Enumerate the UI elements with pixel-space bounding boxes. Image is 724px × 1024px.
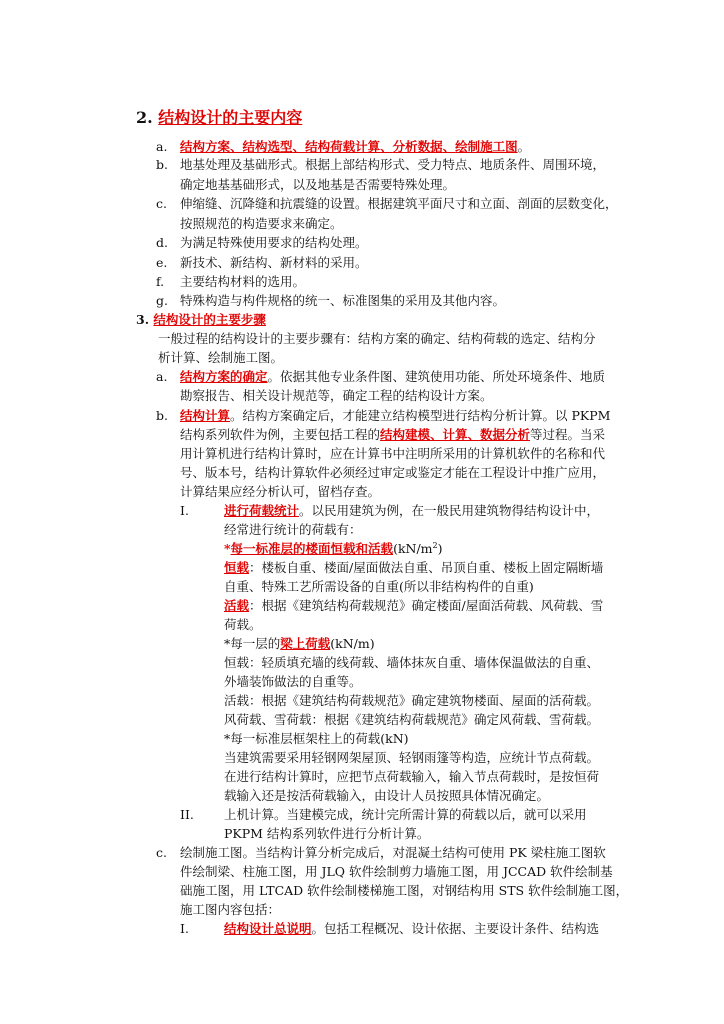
roman-marker: I.: [180, 921, 189, 936]
section-title: 结构设计的主要步骤: [153, 312, 266, 327]
list-marker: c.: [156, 196, 167, 211]
item-b-line1: 地基处理及基础形式。根据上部结构形式、受力特点、地质条件、周围环境，: [180, 157, 606, 172]
computation-line2: PKPM 结构系列软件进行分析计算。: [224, 826, 430, 841]
step-c-line4: 施工图内容包括：: [180, 902, 281, 917]
list-marker: g.: [156, 293, 168, 308]
section-2-heading: [136, 108, 302, 128]
step-b-line3: 用计算机进行结构计算时，应在计算书中注明所采用的计算机软件的名称和代: [180, 446, 606, 461]
list-marker: d.: [156, 235, 168, 250]
beam-dead-line1: 恒载：轻质填充墙的线荷载、墙体抹灰自重、墙体保温做法的自重、: [224, 655, 600, 670]
step-a-line2: 勘察报告、相关设计规范等，确定工程的结构设计方案。: [180, 388, 493, 403]
load-stat-line2: 经常进行统计的荷载有：: [224, 522, 362, 537]
column-load-line2: 在进行结构计算时，应把节点荷载输入，输入节点荷载时，是按恒荷: [224, 769, 600, 784]
item-a-text: 结构方案、结构选型、结构荷载计算、分析数据、绘制施工图。: [180, 139, 531, 154]
item-b-line2: 确定地基基础形式，以及地基是否需要特殊处理。: [180, 177, 456, 192]
roman-marker: II.: [180, 807, 194, 822]
section-title: 结构设计的主要内容: [158, 108, 303, 127]
live-load-line1: 活载：根据《建筑结构荷载规范》确定楼面/屋面活荷载、风荷载、雪: [224, 598, 604, 613]
section-3-intro-line2: 析计算、绘制施工图。: [158, 350, 284, 365]
item-g-text: 特殊构造与构件规格的统一、标准图集的采用及其他内容。: [180, 293, 506, 308]
load-stat-line1: 进行荷载统计。以民用建筑为例，在一般民用建筑物得结构设计中，: [224, 503, 600, 518]
step-c-line2: 件绘制梁、柱施工图，用 JLQ 软件绘制剪力墙施工图，用 JCCAD 软件绘制基: [180, 864, 613, 879]
step-c-line3: 础施工图，用 LTCAD 软件绘制楼梯施工图，对钢结构用 STS 软件绘制施工图，: [180, 883, 629, 898]
section-3-heading: [136, 312, 266, 328]
list-marker: b.: [156, 157, 168, 172]
item-f-text: 主要结构材料的选用。: [180, 274, 306, 289]
list-marker: b.: [156, 408, 168, 423]
item-c-line2: 按照规范的构造要求来确定。: [180, 216, 343, 231]
list-marker: a.: [156, 139, 168, 154]
dead-load-line1: 恒载：楼板自重、楼面/屋面做法自重、吊顶自重、楼板上固定隔断墙: [224, 560, 604, 575]
section-3-intro-line1: 一般过程的结构设计的主要步骤有：结构方案的确定、结构荷载的选定、结构分: [158, 331, 596, 346]
beam-load-heading: *每一层的梁上荷载(kN/m): [224, 636, 375, 651]
column-load-line3: 载输入还是按活荷载输入，由设计人员按照具体情况确定。: [224, 788, 550, 803]
item-e-text: 新技术、新结构、新材料的采用。: [180, 255, 368, 270]
beam-wind-snow-line: 风荷载、雪荷载：根据《建筑结构荷载规范》确定风荷载、雪荷载。: [224, 712, 600, 727]
step-c-line1: 绘制施工图。当结构计算分析完成后，对混凝土结构可使用 PK 梁柱施工图软: [180, 845, 606, 860]
section-number: 3.: [136, 312, 150, 327]
general-notes-line: 结构设计总说明。包括工程概况、设计依据、主要设计条件、结构选: [224, 921, 600, 936]
list-marker: e.: [156, 255, 168, 270]
step-b-line1: 结构计算。结构方案确定后，才能建立结构模型进行结构分析计算。以 PKPM: [180, 408, 611, 423]
item-c-line1: 伸缩缝、沉降缝和抗震缝的设置。根据建筑平面尺寸和立面、剖面的层数变化，: [180, 196, 618, 211]
beam-dead-line2: 外墙装饰做法的自重等。: [224, 674, 362, 689]
section-number: 2.: [136, 108, 153, 127]
item-d-text: 为满足特殊使用要求的结构处理。: [180, 235, 368, 250]
dead-load-line2: 自重、特殊工艺所需设备的自重(所以非结构构件的自重): [224, 579, 534, 594]
step-b-line2: 结构系列软件为例，主要包括工程的结构建模、计算、数据分析等过程。当采: [180, 427, 606, 442]
list-marker: f.: [156, 274, 165, 289]
step-b-line5: 计算结果应经分析认可，留档存查。: [180, 484, 381, 499]
step-a-line1: 结构方案的确定。依据其他专业条件图、建筑使用功能、所处环境条件、地质: [180, 369, 606, 384]
list-marker: a.: [156, 369, 168, 384]
beam-live-line: 活载：根据《建筑结构荷载规范》确定建筑物楼面、屋面的活荷载。: [224, 693, 600, 708]
computation-line1: 上机计算。当建模完成，统计完所需计算的荷载以后，就可以采用: [224, 807, 587, 822]
step-b-line4: 号、版本号，结构计算软件必须经过审定或鉴定才能在工程设计中推广应用，: [180, 465, 606, 480]
list-marker: c.: [156, 845, 167, 860]
roman-marker: I.: [180, 503, 189, 518]
column-load-line1: 当建筑需要采用轻钢网架屋顶、轻钢雨篷等构造，应统计节点荷载。: [224, 750, 600, 765]
column-load-heading: *每一标准层框架柱上的荷载(kN): [224, 731, 409, 746]
floor-load-heading: *每一标准层的楼面恒载和活载$(kN/m^2)$: [224, 540, 443, 556]
live-load-line2: 荷载。: [224, 617, 262, 632]
